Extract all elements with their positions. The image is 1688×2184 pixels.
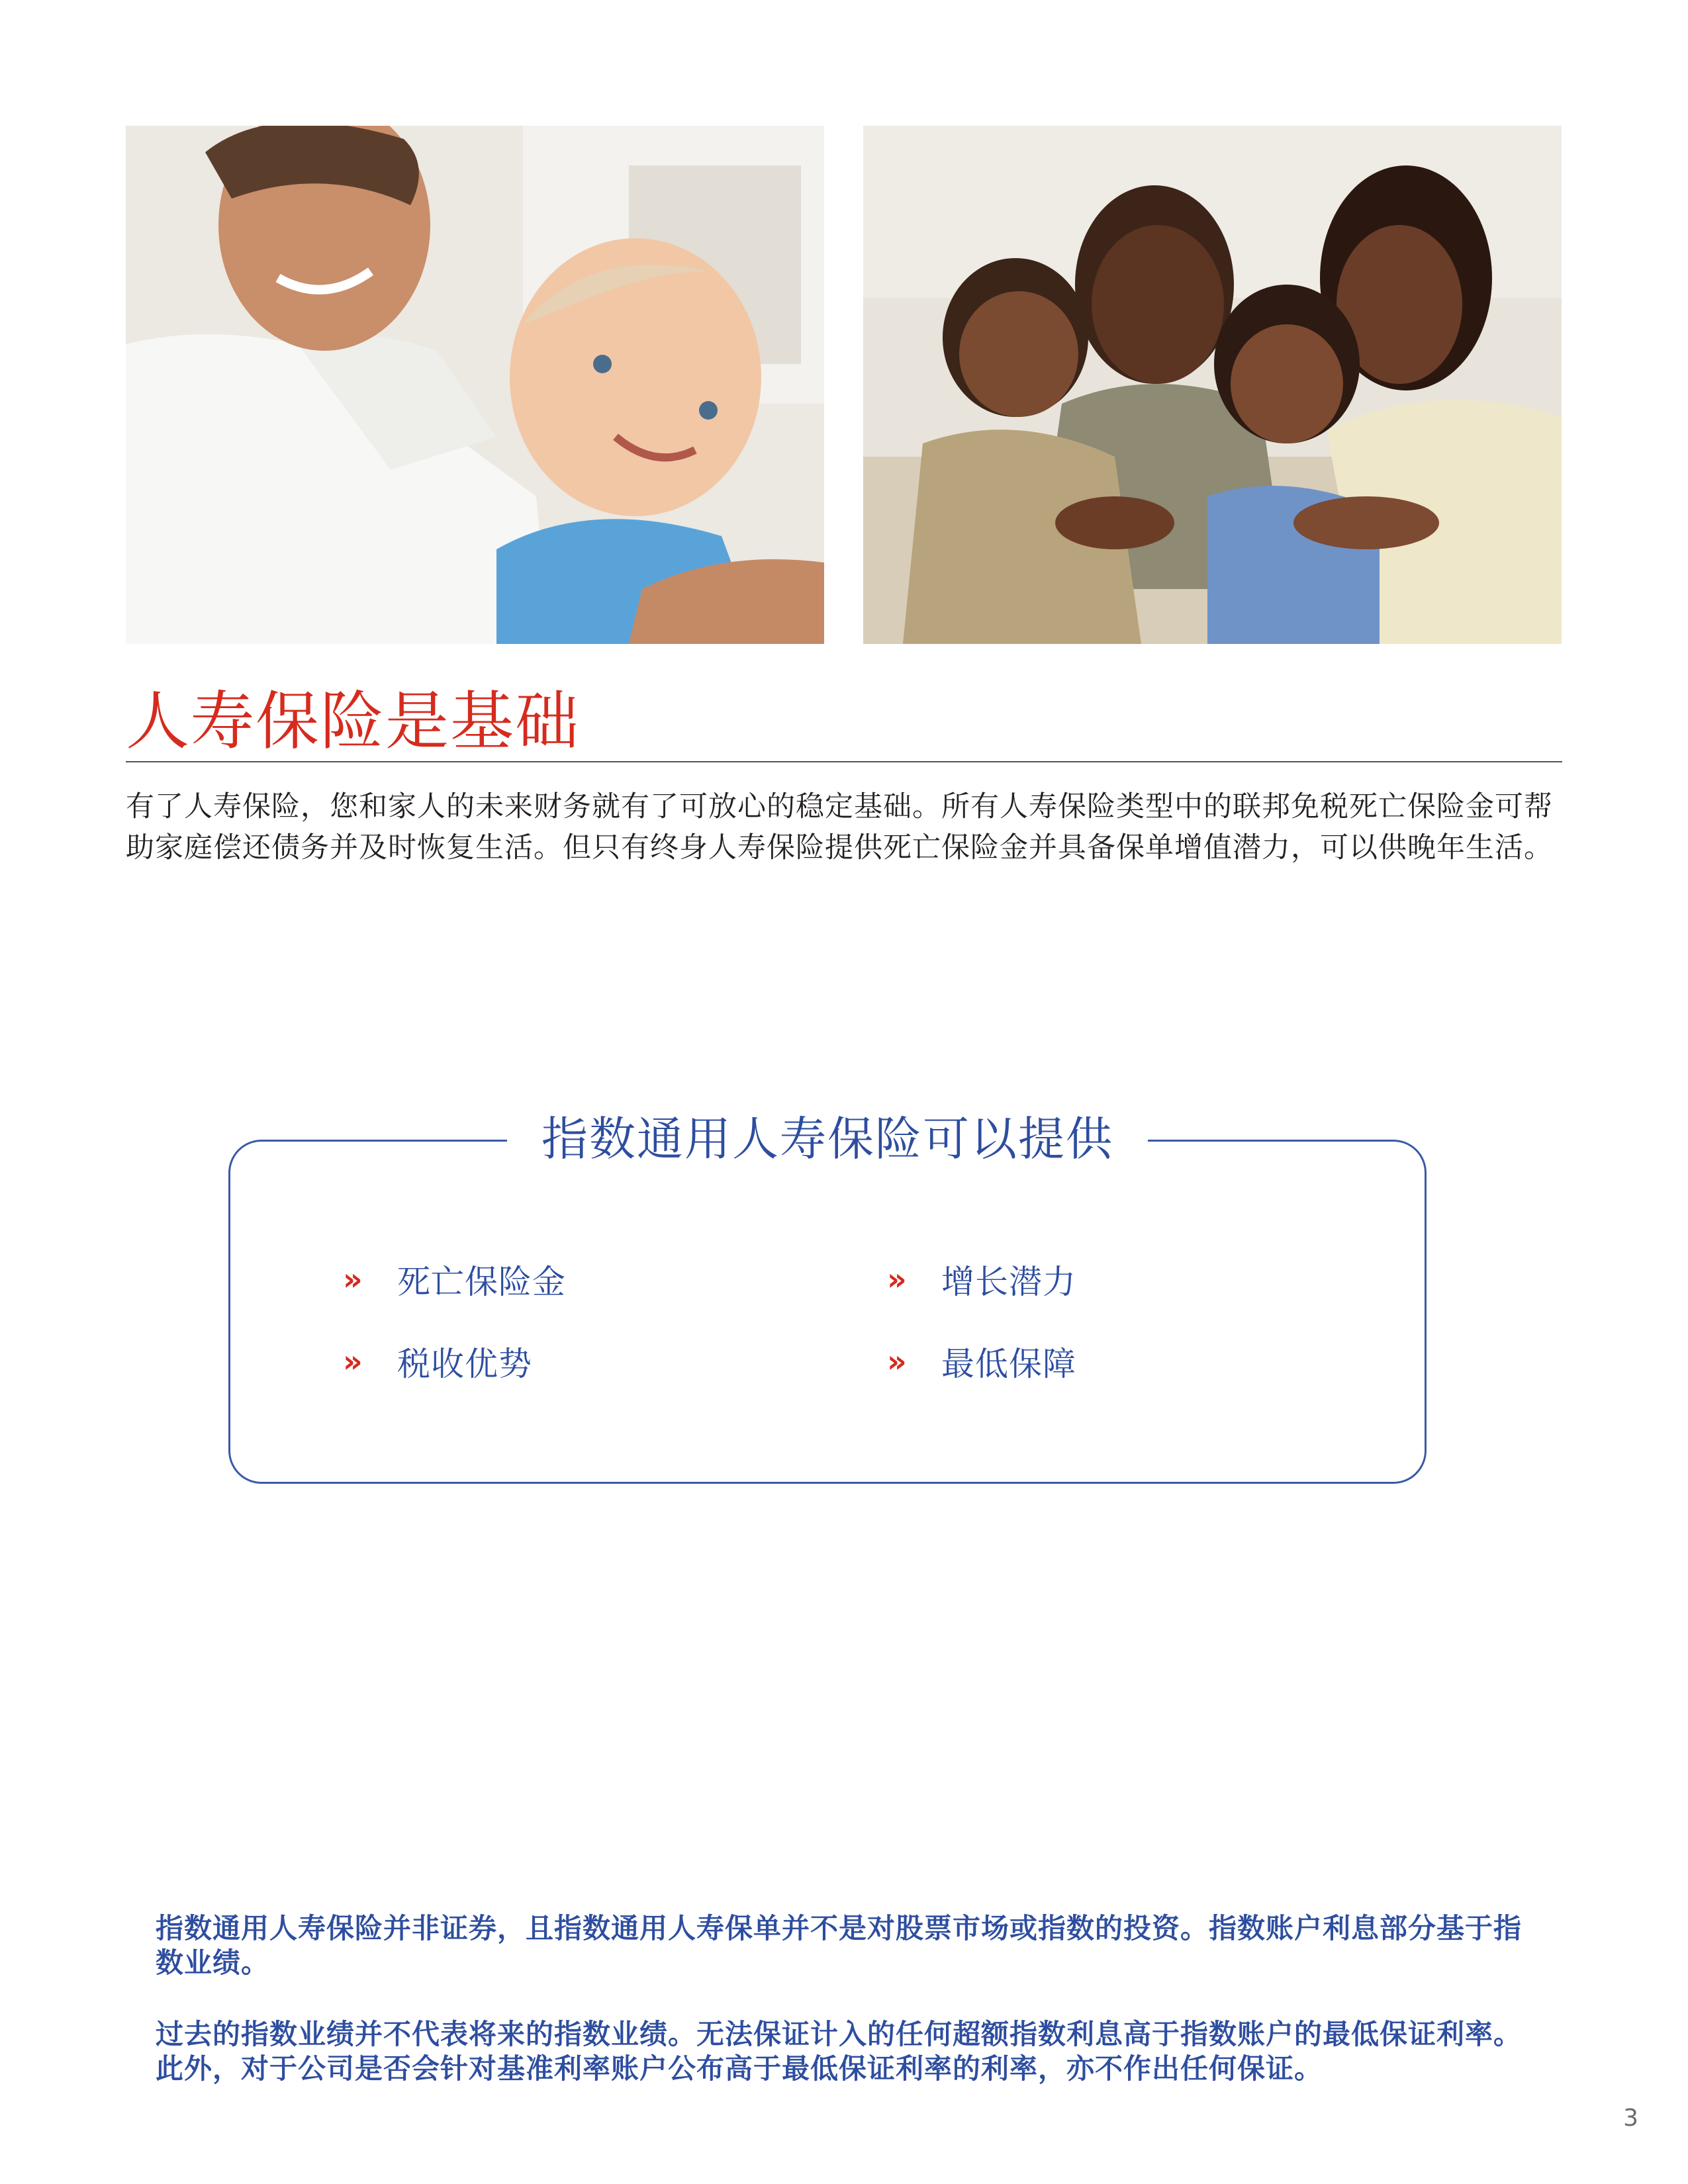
benefit-item [343,1335,532,1388]
benefit-item [343,1253,566,1306]
benefit-label: 税收优势 [397,1345,532,1383]
photo-family-group [863,126,1562,644]
benefit-label: 最低保障 [941,1345,1076,1383]
benefits-box [228,1112,1427,1484]
benefits-title [230,1099,1425,1189]
benefit-label: 死亡保险金 [397,1263,566,1301]
intro-paragraph: 有了人寿保险，您和家人的未来财务就有了可放心的稳定基础。所有人寿保险类型中的联邦免税死亡保险金可帮助家庭偿还债务并及时恢复生活。但只有终身人寿保险提供死亡保险金并具备保单增值潜力，可以供晚年生活。 [126,790,1553,864]
section-title: 人寿保险是基础 [126,684,580,758]
photo-father-baby [126,126,824,644]
chevron-right-icon: » [887,1261,907,1297]
benefit-item [887,1253,1076,1306]
title-divider [126,761,1562,762]
chevron-right-icon: » [887,1343,907,1379]
benefit-item [887,1335,1076,1388]
disclaimer-paragraph: 指数通用人寿保险并非证券，且指数通用人寿保单并不是对股票市场或指数的投资。指数账户利息部分基于指数业绩。 [156,1912,1523,1979]
benefits-title-text: 指数通用人寿保险可以提供 [507,1099,1148,1179]
page-number: 3 [1623,2105,1638,2132]
chevron-right-icon: » [343,1343,363,1379]
disclaimer-paragraph: 过去的指数业绩并不代表将来的指数业绩。无法保证计入的任何超额指数利息高于指数账户的最低保证利率。此外，对于公司是否会针对基准利率账户公布高于最低保证利率的利率，亦不作出任何保证。 [156,2018,1523,2085]
chevron-right-icon: » [343,1261,363,1297]
benefit-label: 增长潜力 [941,1263,1076,1301]
